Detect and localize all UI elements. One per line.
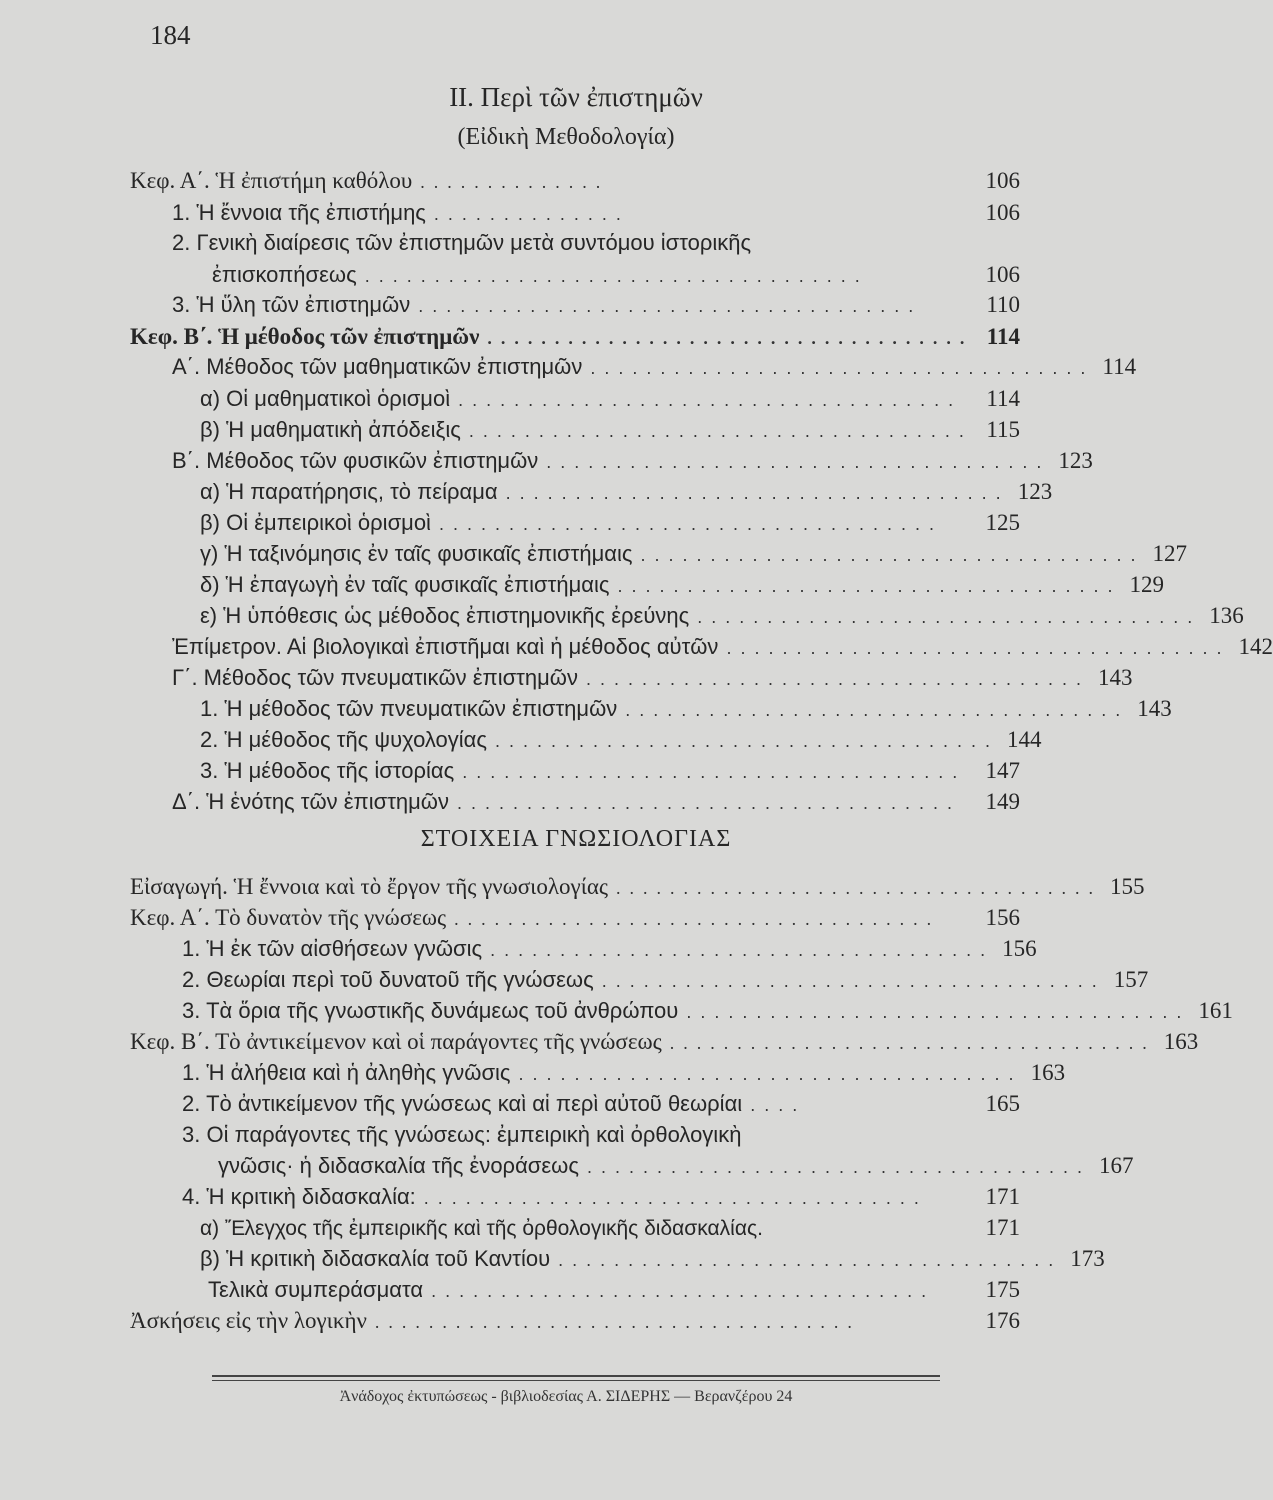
section-title: II. Περὶ τῶν ἐπιστημῶν	[449, 82, 703, 112]
toc-entry: Γ΄. Μέθοδος τῶν πνευματικῶν ἐπιστημῶν .................................... 143	[172, 663, 1020, 693]
toc-entry: 1. Ἡ ἔννοια τῆς ἐπιστήμης .............. 106	[172, 198, 1020, 228]
toc-entry	[200, 1213, 1020, 1243]
toc-entry: 2. Ἡ μέθοδος τῆς ψυχολογίας .................................... 144	[200, 725, 1020, 755]
section-subtitle: (Εἰδικὴ Μεθοδολογία)	[457, 124, 675, 150]
toc-entry-text: Τελικὰ συμπεράσματα	[208, 1277, 424, 1302]
toc-entry: γ) Ἡ ταξινόμησις ἐν ταῖς φυσικαῖς ἐπιστήμαις .................................... 127	[200, 539, 1020, 569]
toc-entry-page: 161	[1198, 998, 1233, 1023]
toc-entry: δ) Ἡ ἐπαγωγὴ ἐν ταῖς φυσικαῖς ἐπιστήμαις .................................... 129	[200, 570, 1020, 600]
toc-entry: Κεφ. Β΄. Ἡ μέθοδος τῶν ἐπιστημῶν .................................... 114	[130, 322, 1020, 352]
toc-entry-text: α) Οἱ μαθηματικοὶ ὁρισμοὶ	[200, 386, 451, 411]
gnosiology-title: ΣΤΟΙΧΕΙΑ ΓΝΩΣΙΟΛΟΓΙΑΣ	[420, 826, 732, 852]
toc-entry: β) Οἱ ἐμπειρικοὶ ὁρισμοὶ .................................... 125	[200, 508, 1020, 538]
toc-entry-text: 1. Ἡ μέθοδος τῶν πνευματικῶν ἐπιστημῶν	[200, 696, 618, 721]
toc-entry-text: γνῶσις· ἡ διδασκαλία τῆς ἐνοράσεως	[218, 1153, 579, 1178]
toc-entry: Τελικὰ συμπεράσματα .................................... 175	[208, 1275, 1020, 1305]
toc-entry-page: 142	[1238, 634, 1273, 659]
toc-entry-text: 3. Οἱ παράγοντες τῆς γνώσεως: ἐμπειρικὴ καὶ ὀρθολογικὴ	[182, 1122, 742, 1147]
toc-entry-page: 114	[986, 386, 1020, 411]
toc-entry-text: Α΄. Μέθοδος τῶν μαθηματικῶν ἐπιστημῶν	[172, 354, 583, 379]
toc-entry: α) Οἱ μαθηματικοὶ ὁρισμοὶ .................................... 114	[200, 384, 1020, 414]
toc-entry: Ἐπίμετρον. Αἱ βιολογικαὶ ἐπιστῆμαι καὶ ἡ μέθοδος αὐτῶν .................................... 142	[172, 632, 1020, 662]
toc-entry: Α΄. Μέθοδος τῶν μαθηματικῶν ἐπιστημῶν .................................... 114	[172, 352, 1020, 382]
toc-entry-text: 2. Θεωρίαι περὶ τοῦ δυνατοῦ τῆς γνώσεως	[182, 967, 594, 992]
toc-entry-text: 2. Ἡ μέθοδος τῆς ψυχολογίας	[200, 727, 487, 752]
toc-entry-text: 4. Ἡ κριτικὴ διδασκαλία:	[182, 1184, 416, 1209]
toc-entry-page: 149	[985, 789, 1020, 814]
toc-entry: Εἰσαγωγή. Ἡ ἔννοια καὶ τὸ ἔργον τῆς γνωσιολογίας .................................... 155	[130, 872, 1020, 902]
toc-entry-continuation: γνῶσις· ἡ διδασκαλία τῆς ἐνοράσεως .................................... 167	[218, 1151, 1020, 1181]
toc-entry-text: Κεφ. Β΄. Ἡ μέθοδος τῶν ἐπιστημῶν	[130, 324, 480, 349]
footer-printer: Ἀνάδοχος ἐκτυπώσεως - βιβλιοδεσίας Α. ΣΙΔΕΡΗΣ — Βερανζέρου 24	[339, 1388, 793, 1405]
toc-entry: 1. Ἡ ἐκ τῶν αἰσθήσεων γνῶσις .................................... 156	[182, 934, 1020, 964]
toc-entry-text: δ) Ἡ ἐπαγωγὴ ἐν ταῖς φυσικαῖς ἐπιστήμαις	[200, 572, 610, 597]
toc-entry-text: Εἰσαγωγή. Ἡ ἔννοια καὶ τὸ ἔργον τῆς γνωσιολογίας	[130, 874, 609, 899]
toc-entry-text: ε) Ἡ ὑπόθεσις ὡς μέθοδος ἐπιστημονικῆς ἐρεύνης	[200, 603, 690, 628]
toc-entry-text: α) Ἔλεγχος τῆς ἐμπειρικῆς καὶ τῆς ὀρθολογικῆς διδασκαλίας.	[200, 1217, 763, 1240]
toc-entry-page: 123	[1058, 448, 1093, 473]
toc-entry-page: 156	[1002, 936, 1037, 961]
page-number: 184	[150, 20, 191, 50]
toc-entry-page: 165	[985, 1091, 1020, 1116]
toc-entry: α) Ἡ παρατήρησις, τὸ πείραμα .................................... 123	[200, 477, 1020, 507]
toc-entry-text: 1. Ἡ ἀλήθεια καὶ ἡ ἀληθὴς γνῶσις	[182, 1060, 511, 1085]
toc-entry: 1. Ἡ ἀλήθεια καὶ ἡ ἀληθὴς γνῶσις .................................... 163	[182, 1058, 1020, 1088]
toc-entry	[172, 228, 1020, 258]
toc-entry-page: 125	[985, 510, 1020, 535]
toc-entry-page: 106	[985, 262, 1020, 287]
toc-entry: 2. Θεωρίαι περὶ τοῦ δυνατοῦ τῆς γνώσεως .................................... 157	[182, 965, 1020, 995]
toc-entry-text: Γ΄. Μέθοδος τῶν πνευματικῶν ἐπιστημῶν	[172, 665, 578, 690]
toc-entry-page: 171	[985, 1184, 1020, 1209]
toc-entry-page: 163	[1030, 1060, 1066, 1085]
toc-entry-page: 171	[985, 1215, 1020, 1240]
toc-entry: 3. Ἡ ὕλη τῶν ἐπιστημῶν .................................... 110	[172, 290, 1020, 320]
toc-entry: Κεφ. Β΄. Τὸ ἀντικείμενον καὶ οἱ παράγοντες τῆς γνώσεως .................................... 163	[130, 1027, 1020, 1057]
toc-entry-text: β) Ἡ μαθηματικὴ ἀπόδειξις	[200, 417, 461, 442]
toc-entry-page: 155	[1110, 874, 1145, 899]
toc-entry: 2. Τὸ ἀντικείμενον τῆς γνώσεως καὶ αἱ περὶ αὐτοῦ θεωρίαι .... 165	[182, 1089, 1020, 1119]
toc-entry-text: β) Ἡ κριτικὴ διδασκαλία τοῦ Καντίου	[200, 1246, 551, 1271]
toc-entry-text: 2. Τὸ ἀντικείμενον τῆς γνώσεως καὶ αἱ περὶ αὐτοῦ θεωρίαι	[182, 1091, 743, 1116]
toc-entry-page: 115	[986, 417, 1020, 442]
toc-entry: 4. Ἡ κριτικὴ διδασκαλία: .................................... 171	[182, 1182, 1020, 1212]
toc-entry-text: Β΄. Μέθοδος τῶν φυσικῶν ἐπιστημῶν	[172, 448, 539, 473]
toc-entry-text: 1. Ἡ ἐκ τῶν αἰσθήσεων γνῶσις	[182, 936, 483, 961]
toc-entry: 1. Ἡ μέθοδος τῶν πνευματικῶν ἐπιστημῶν .................................... 143	[200, 694, 1020, 724]
toc-entry: 3. Ἡ μέθοδος τῆς ἱστορίας .................................... 147	[200, 756, 1020, 786]
toc-entry: Ἀσκήσεις εἰς τὴν λογικὴν .................................... 176	[130, 1306, 1020, 1336]
toc-entry-page: 157	[1113, 967, 1149, 992]
toc-entry-text: Κεφ. Α΄. Ἡ ἐπιστήμη καθόλου	[130, 168, 413, 193]
toc-entry-page: 127	[1152, 541, 1187, 566]
toc-entry-continuation: ἐπισκοπήσεως .................................... 106	[212, 260, 1020, 290]
toc-entry-text: 3. Ἡ ὕλη τῶν ἐπιστημῶν	[172, 292, 411, 317]
toc-entry-page: 144	[1007, 727, 1042, 752]
toc-entry-text: Ἐπίμετρον. Αἱ βιολογικαὶ ἐπιστῆμαι καὶ ἡ μέθοδος αὐτῶν	[172, 634, 719, 659]
toc-entry-page: 106	[985, 168, 1020, 193]
toc-entry-page: 147	[985, 758, 1020, 783]
toc-entry-page: 156	[985, 905, 1020, 930]
footer-rule-top	[212, 1375, 940, 1377]
toc-entry-page: 123	[1017, 479, 1053, 504]
toc-entry-page: 167	[1099, 1153, 1134, 1178]
toc-entry: 3. Τὰ ὅρια τῆς γνωστικῆς δυνάμεως τοῦ ἀνθρώπου .................................... 161	[182, 996, 1020, 1026]
toc-entry-page: 129	[1129, 572, 1164, 597]
toc-entry: Κεφ. Α΄. Τὸ δυνατὸν τῆς γνώσεως .................................... 156	[130, 903, 1020, 933]
toc-entry-page: 114	[986, 324, 1020, 349]
toc-entry-text: α) Ἡ παρατήρησις, τὸ πείραμα	[200, 479, 498, 504]
footer-rule-bottom	[212, 1380, 940, 1381]
toc-entry-text: ἐπισκοπήσεως	[212, 262, 357, 287]
toc-entry-text: Ἀσκήσεις εἰς τὴν λογικὴν	[130, 1308, 367, 1333]
toc-entry-page: 106	[985, 200, 1020, 225]
toc-entry: Κεφ. Α΄. Ἡ ἐπιστήμη καθόλου .............. 106	[130, 166, 1020, 196]
toc-entry-text: 3. Τὰ ὅρια τῆς γνωστικῆς δυνάμεως τοῦ ἀνθρώπου	[182, 998, 679, 1023]
toc-entry-text: 1. Ἡ ἔννοια τῆς ἐπιστήμης	[172, 200, 426, 225]
toc-entry-page: 176	[985, 1308, 1020, 1333]
toc-entry: β) Ἡ μαθηματικὴ ἀπόδειξις .................................... 115	[200, 415, 1020, 445]
toc-entry-page: 163	[1163, 1029, 1199, 1054]
toc-entry-page: 173	[1070, 1246, 1105, 1271]
toc-entry-page: 136	[1209, 603, 1244, 628]
toc-entry-text: 2. Γενικὴ διαίρεσις τῶν ἐπιστημῶν μετὰ συντόμου ἱστορικῆς	[172, 230, 752, 255]
toc-entry-text: Κεφ. Α΄. Τὸ δυνατὸν τῆς γνώσεως	[130, 905, 447, 930]
toc-entry-text: γ) Ἡ ταξινόμησις ἐν ταῖς φυσικαῖς ἐπιστήμαις	[200, 541, 633, 566]
toc-entry-text: Δ΄. Ἡ ἑνότης τῶν ἐπιστημῶν	[172, 789, 449, 814]
toc-entry-page: 143	[1137, 696, 1172, 721]
toc-entry-page: 143	[1098, 665, 1133, 690]
toc-entry-page: 114	[1102, 354, 1137, 379]
toc-entry-text: 3. Ἡ μέθοδος τῆς ἱστορίας	[200, 758, 455, 783]
toc-entry-text: Κεφ. Β΄. Τὸ ἀντικείμενον καὶ οἱ παράγοντες τῆς γνώσεως	[130, 1029, 662, 1054]
toc-entry-page: 110	[986, 292, 1020, 317]
toc-entry-page: 175	[985, 1277, 1020, 1302]
toc-entry-text: β) Οἱ ἐμπειρικοὶ ὁρισμοὶ	[200, 510, 431, 535]
toc-entry: Β΄. Μέθοδος τῶν φυσικῶν ἐπιστημῶν .................................... 123	[172, 446, 1020, 476]
toc-entry: ε) Ἡ ὑπόθεσις ὡς μέθοδος ἐπιστημονικῆς ἐρεύνης .................................... 136	[200, 601, 1020, 631]
toc-entry	[182, 1120, 1020, 1150]
toc-entry: β) Ἡ κριτικὴ διδασκαλία τοῦ Καντίου .................................... 173	[200, 1244, 1020, 1274]
toc-entry: Δ΄. Ἡ ἑνότης τῶν ἐπιστημῶν .................................... 149	[172, 787, 1020, 817]
